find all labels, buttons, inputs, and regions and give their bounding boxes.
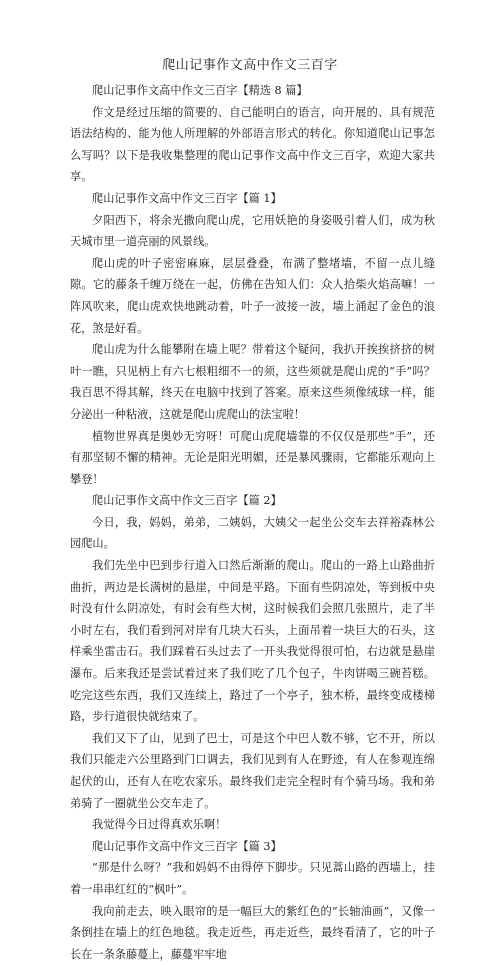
paragraph: “那是什么呀？”我和妈妈不由得停下脚步。只见蒿山路的西墙上，挂着一串串红红的“枫叶”。 <box>70 861 435 896</box>
paragraph: 我向前走去，映入眼帘的是一幅巨大的紫红色的“长轴油画”，又像一条倒挂在墙上的红色地毯。我走近些，再走近些，最终看清了，它的叶子长在一条条藤蔓上，藤蔓牢牢地 <box>70 904 435 961</box>
paragraph: 夕阳西下，将余光撒向爬山虎，它用妖艳的身姿吸引着人们，成为秋天城市里一道亮丽的风景线。 <box>70 213 435 249</box>
paragraph: 我觉得今日过得真欢乐啊！ <box>92 818 227 832</box>
paragraph: 我们又下了山，见到了巴士，可是这个中巴人数不够，它不开，所以我们只能走六公里路到门口调去，我们见到有人在野迹，有人在参观连绵起伏的山，还有人在吃农家乐。最终我们走完全程时有个骑马场。我和弟弟骑了一圈就坐公交车走了。 <box>70 731 435 810</box>
document-title: 爬山记事作文高中作文三百字 <box>162 58 338 73</box>
paragraph: 爬山虎的叶子密密麻麻，层层叠叠，布满了整堵墙，不留一点儿缝隙。它的藤条千缠万绕在一起，仿佛在告知人们：众人拾柴火焰高嘛！一阵风吹来，爬山虎欢快地跳动着，叶子一波接一波，墙上涌起了金色的浪花，煞是好看。 <box>70 256 435 335</box>
document-body <box>70 80 435 965</box>
paragraph: 爬山虎为什么能攀附在墙上呢？带着这个疑问，我扒开挨挨挤挤的树叶一瞧，只见柄上有六七根粗细不一的须，这些须就是爬山虎的“手”吗？我百思不得其解，终天在电脑中找到了答案。原来这些须像绒球一样，能分泌出一种粘液，这就是爬山虎爬山的法宝啦！ <box>70 343 435 421</box>
section-heading: 爬山记事作文高中作文三百字【篇 2】 <box>92 494 282 508</box>
paragraph: 作文是经过压缩的简要的、自己能明白的语言，向开展的、具有规范语法结构的、能为他人所理解的外部语言形式的转化。你知道爬山记事怎么写吗？以下是我收集整理的爬山记事作文高中作文三百字，欢迎大家共享。 <box>70 105 435 184</box>
paragraph: 今日，我，妈妈，弟弟，二姨妈，大姨父一起坐公交车去祥裕森林公园爬山。 <box>70 515 435 551</box>
section-heading: 爬山记事作文高中作文三百字【篇 1】 <box>92 191 282 205</box>
section-heading: 爬山记事作文高中作文三百字【精选 8 篇】 <box>92 84 308 97</box>
section-heading: 爬山记事作文高中作文三百字【篇 3】 <box>92 839 282 853</box>
paragraph: 我们先坐中巴到步行道入口然后渐渐的爬山。爬山的一路上山路曲折曲折，两边是长满树的悬崖，中间是平路。下面有些阴凉处，等到板中央时没有什么阴凉处，有时会有些大树，这时候我们会照几张照片，走了半小时左右，我们看到河对岸有几块大石头，上面吊着一块巨大的石头，这样乘坐雷击石。我们踩着石头过去了一开头我觉得很可怕，右边就是悬崖瀑布。后来我还是尝试着过来了我们吃了几个包子，牛肉饼喝三碗苔糕。吃完这些东西，我们又连续上，路过了一个亭子，独木桥，最终变成楼梯路，步行道很快就结束了。 <box>70 559 435 724</box>
paragraph: 植物世界真是奥妙无穷呀！可爬山虎爬墙靠的不仅仅是那些“手”，还有那坚韧不懈的精神。无论是阳光明媚，还是暴风骤雨，它都能乐观向上攀登！ <box>70 429 435 486</box>
